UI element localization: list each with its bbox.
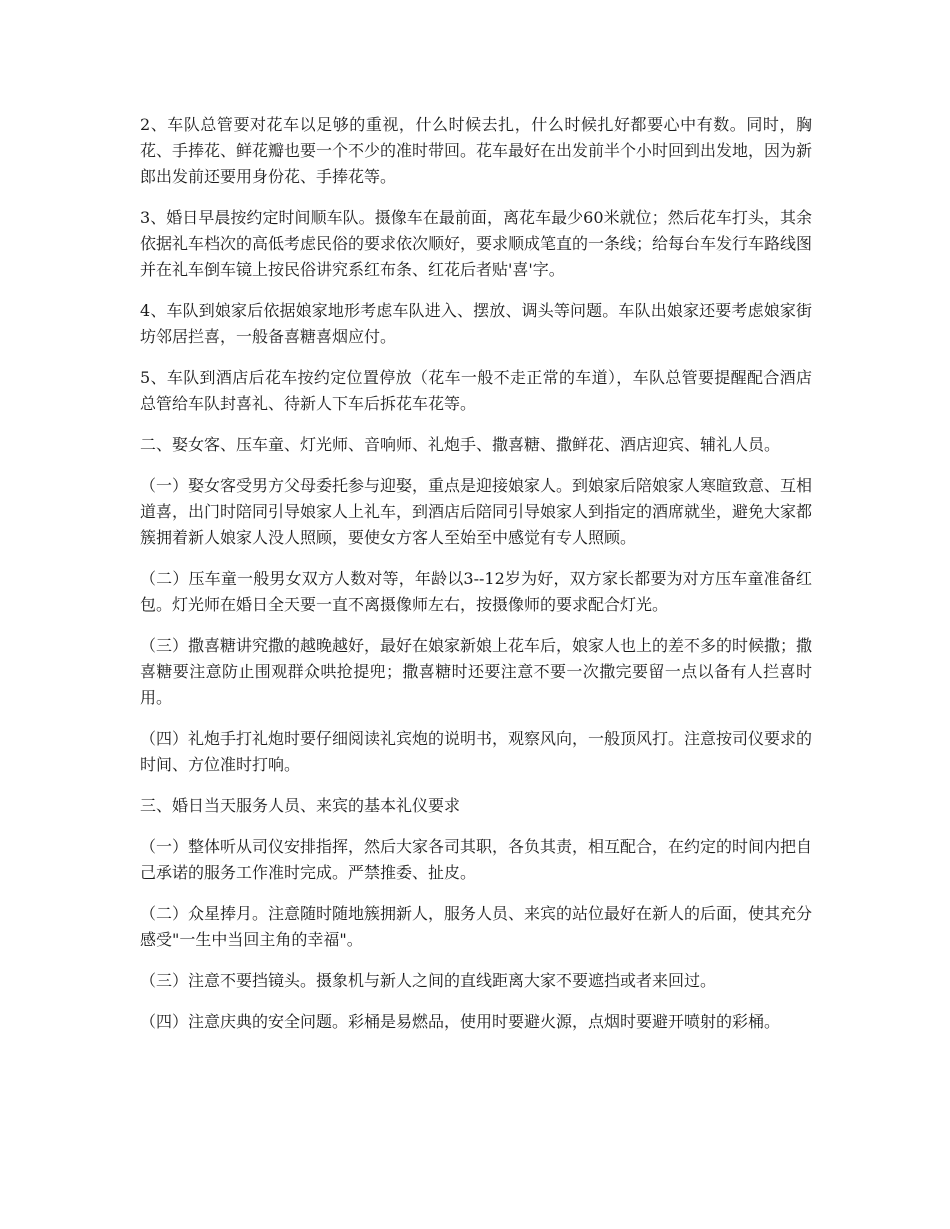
paragraph-fleet-lineup: 3、婚日早晨按约定时间顺车队。摄像车在最前面，离花车最少60米就位；然后花车打头，其余依据礼车档次的高低考虑民俗的要求依次顺好，要求顺成笔直的一条线；给每台车发行车路线图并在礼车倒车镜上按民俗讲究系红布条、红花后者贴'喜'字。 xyxy=(140,208,813,279)
section-heading-etiquette: 三、婚日当天服务人员、来宾的基本礼仪要求 xyxy=(140,796,461,815)
paragraph-fleet-at-hotel: 5、车队到酒店后花车按约定位置停放（花车一般不走正常的车道），车队总管要提醒配合酒店总管给车队封喜礼、待新人下车后拆花车花等。 xyxy=(140,368,812,413)
paragraph-bride-escort: （一）娶女客受男方父母委托参与迎娶，重点是迎接娘家人。到娘家后陪娘家人寒暄致意、互相道喜，出门时陪同引导娘家人上礼车，到酒店后陪同引导娘家人到指定的酒席就坐，避免大家都簇拥着新人娘家人没人照顾，要使女方客人至始至中感觉有专人照顾。 xyxy=(140,476,813,547)
paragraph-follow-host: （一）整体听从司仪安排指挥，然后大家各司其职，各负其责，相互配合，在约定的时间内把自己承诺的服务工作准时完成。严禁推委、扯皮。 xyxy=(140,837,813,882)
paragraph-salute-cannon: （四）礼炮手打礼炮时要仔细阅读礼宾炮的说明书，观察风向，一般顶风打。注意按司仪要求的时间、方位准时打响。 xyxy=(140,729,813,774)
paragraph-car-children-lighting: （二）压车童一般男女双方人数对等，年龄以3--12岁为好，双方家长都要为对方压车童准备红包。灯光师在婚日全天要一直不离摄像师左右，按摄像师的要求配合灯光。 xyxy=(140,569,812,614)
paragraph-surround-couple: （二）众星捧月。注意随时随地簇拥新人，服务人员、来宾的站位最好在新人的后面，使其充分感受"一生中当回主角的幸福"。 xyxy=(140,904,813,949)
section-heading-staff-roles: 二、娶女客、压车童、灯光师、音响师、礼炮手、撒喜糖、撒鲜花、酒店迎宾、辅礼人员。 xyxy=(140,435,781,454)
paragraph-candy-throwing: （三）撒喜糖讲究撒的越晚越好，最好在娘家新娘上花车后，娘家人也上的差不多的时候撒；撒喜糖要注意防止围观群众哄抢提兜；撒喜糖时还要注意不要一次撒完要留一点以备有人拦喜时用。 xyxy=(140,636,813,707)
document-page xyxy=(140,112,812,1050)
paragraph-safety: （四）注意庆典的安全问题。彩桶是易燃品，使用时要避火源，点烟时要避开喷射的彩桶。 xyxy=(140,1012,781,1031)
paragraph-fleet-at-bride-home: 4、车队到娘家后依据娘家地形考虑车队进入、摆放、调头等问题。车队出娘家还要考虑娘家街坊邻居拦喜，一般备喜糖喜烟应付。 xyxy=(140,301,812,346)
paragraph-dont-block-camera: （三）注意不要挡镜头。摄象机与新人之间的直线距离大家不要遮挡或者来回过。 xyxy=(140,971,717,990)
paragraph-fleet-manager-flowers: 2、车队总管要对花车以足够的重视，什么时候去扎，什么时候扎好都要心中有数。同时，胸花、手捧花、鲜花瓣也要一个不少的准时带回。花车最好在出发前半个小时回到出发地，因为新郎出发前还要用身份花、手捧花等。 xyxy=(140,115,813,186)
